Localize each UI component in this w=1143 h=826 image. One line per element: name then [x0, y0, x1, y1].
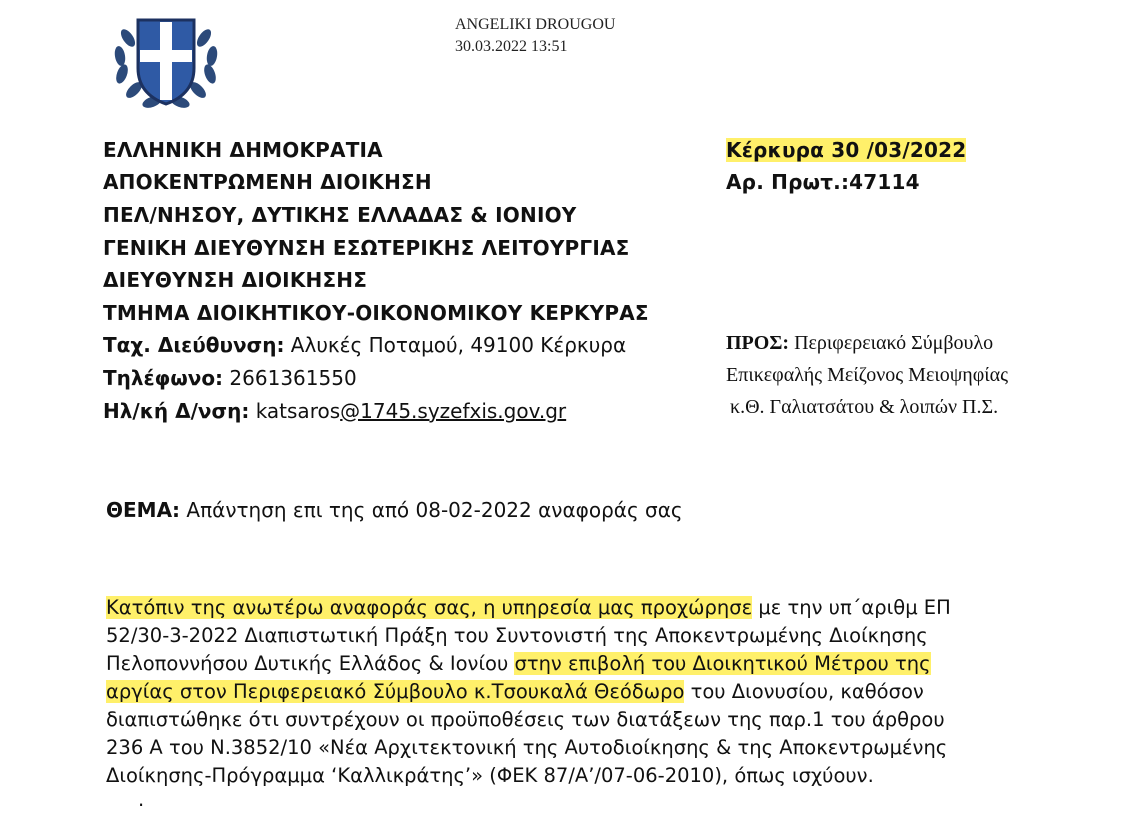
body-line-3 [106, 652, 931, 675]
body-line-4 [106, 680, 924, 703]
address-row [103, 333, 626, 357]
greek-emblem-icon [108, 8, 224, 112]
recipient-line-3: κ.Θ. Γαλιατσάτου & λοιπών Π.Σ. [730, 396, 999, 418]
body-line-2: 52/30-3-2022 Διαπιστωτική Πράξη του Συντονιστή της Αποκεντρωμένης Διοίκησης [106, 624, 928, 647]
phone-label: Τηλέφωνο: [103, 366, 224, 390]
recipient-line-1 [726, 332, 993, 355]
date-text: Κέρκυρα 30 /03/2022 [726, 138, 967, 162]
phone-value: 2661361550 [229, 366, 357, 390]
body-highlight-3: στην επιβολή του Διοικητικού Μέτρου της [514, 652, 931, 675]
header-line-6: ΤΜΗΜΑ ΔΙΟΙΚΗΤΙΚΟΥ-ΟΙΚΟΝΟΜΙΚΟΥ ΚΕΡΚΥΡΑΣ [103, 301, 649, 325]
phone-row [103, 366, 357, 390]
email-link[interactable]: @1745.syzefxis.gov.gr [340, 399, 567, 423]
body-highlight-1: Κατόπιν της ανωτέρω αναφοράς σας, η υπηρεσία μας προχώρησε [106, 596, 753, 619]
subject-row [106, 498, 683, 522]
subject-text: Απάντηση επι της από 08-02-2022 αναφοράς σας [186, 498, 683, 522]
header-line-1: ΕΛΛΗΝΙΚΗ ΔΗΜΟΚΡΑΤΙΑ [103, 138, 383, 162]
header-line-5: ΔΙΕΥΘΥΝΣΗ ΔΙΟΙΚΗΣΗΣ [103, 268, 368, 292]
email-label: Ηλ/κή Δ/νση: [103, 399, 250, 423]
body-line-5: διαπιστώθηκε ότι συντρέχουν οι προϋποθέσεις των διατάξεων της παρ.1 του άρθρου [106, 708, 945, 731]
header-line-4: ΓΕΝΙΚΗ ΔΙΕΥΘΥΝΣΗ ΕΣΩΤΕΡΙΚΗΣ ΛΕΙΤΟΥΡΓΙΑΣ [103, 236, 630, 260]
recipient-line-2: Επικεφαλής Μείζονος Μειοψηφίας [726, 364, 1009, 386]
address-value: Αλυκές Ποταμού, 49100 Κέρκυρα [290, 333, 627, 357]
body-highlight-4: αργίας στον Περιφερειακό Σύμβουλο κ.Τσουκαλά Θεόδωρο [106, 680, 685, 703]
header-line-3: ΠΕΛ/ΝΗΣΟΥ, ΔΥΤΙΚΗΣ ΕΛΛΑΔΑΣ & ΙΟΝΙΟΥ [103, 203, 577, 227]
email-user: katsaros [255, 399, 341, 423]
body-text-1: με την υπ΄αριθμ ΕΠ [758, 596, 951, 619]
address-label: Ταχ. Διεύθυνση: [103, 333, 285, 357]
body-dot: . [138, 788, 145, 811]
email-row [103, 399, 566, 423]
signature-name: ANGELIKI DROUGOU [455, 16, 616, 33]
signature-datetime: 30.03.2022 13:51 [455, 38, 568, 55]
body-line-6: 236 Α του Ν.3852/10 «Νέα Αρχιτεκτονική της Αυτοδιοίκησης & της Αποκεντρωμένης [106, 736, 948, 759]
body-line-7: Διοίκησης-Πρόγραμμα ‘Καλλικράτης’» (ΦΕΚ 87/Α’/07-06-2010), όπως ισχύουν. [106, 764, 874, 787]
body-line-1 [106, 596, 951, 619]
body-text-3: Πελοποννήσου Δυτικής Ελλάδος & Ιονίου [106, 652, 509, 675]
recipient-title: Περιφερειακό Σύμβουλο [794, 332, 994, 354]
subject-label: ΘΕΜΑ: [106, 498, 181, 522]
header-line-2: ΑΠΟΚΕΝΤΡΩΜΕΝΗ ΔΙΟΙΚΗΣΗ [103, 170, 432, 194]
recipient-label: ΠΡΟΣ: [726, 332, 790, 354]
protocol-number: Αρ. Πρωτ.:47114 [726, 170, 920, 194]
digital-signature [455, 14, 615, 58]
date-line [726, 138, 966, 162]
body-text-4: του Διονυσίου, καθόσον [690, 680, 924, 703]
